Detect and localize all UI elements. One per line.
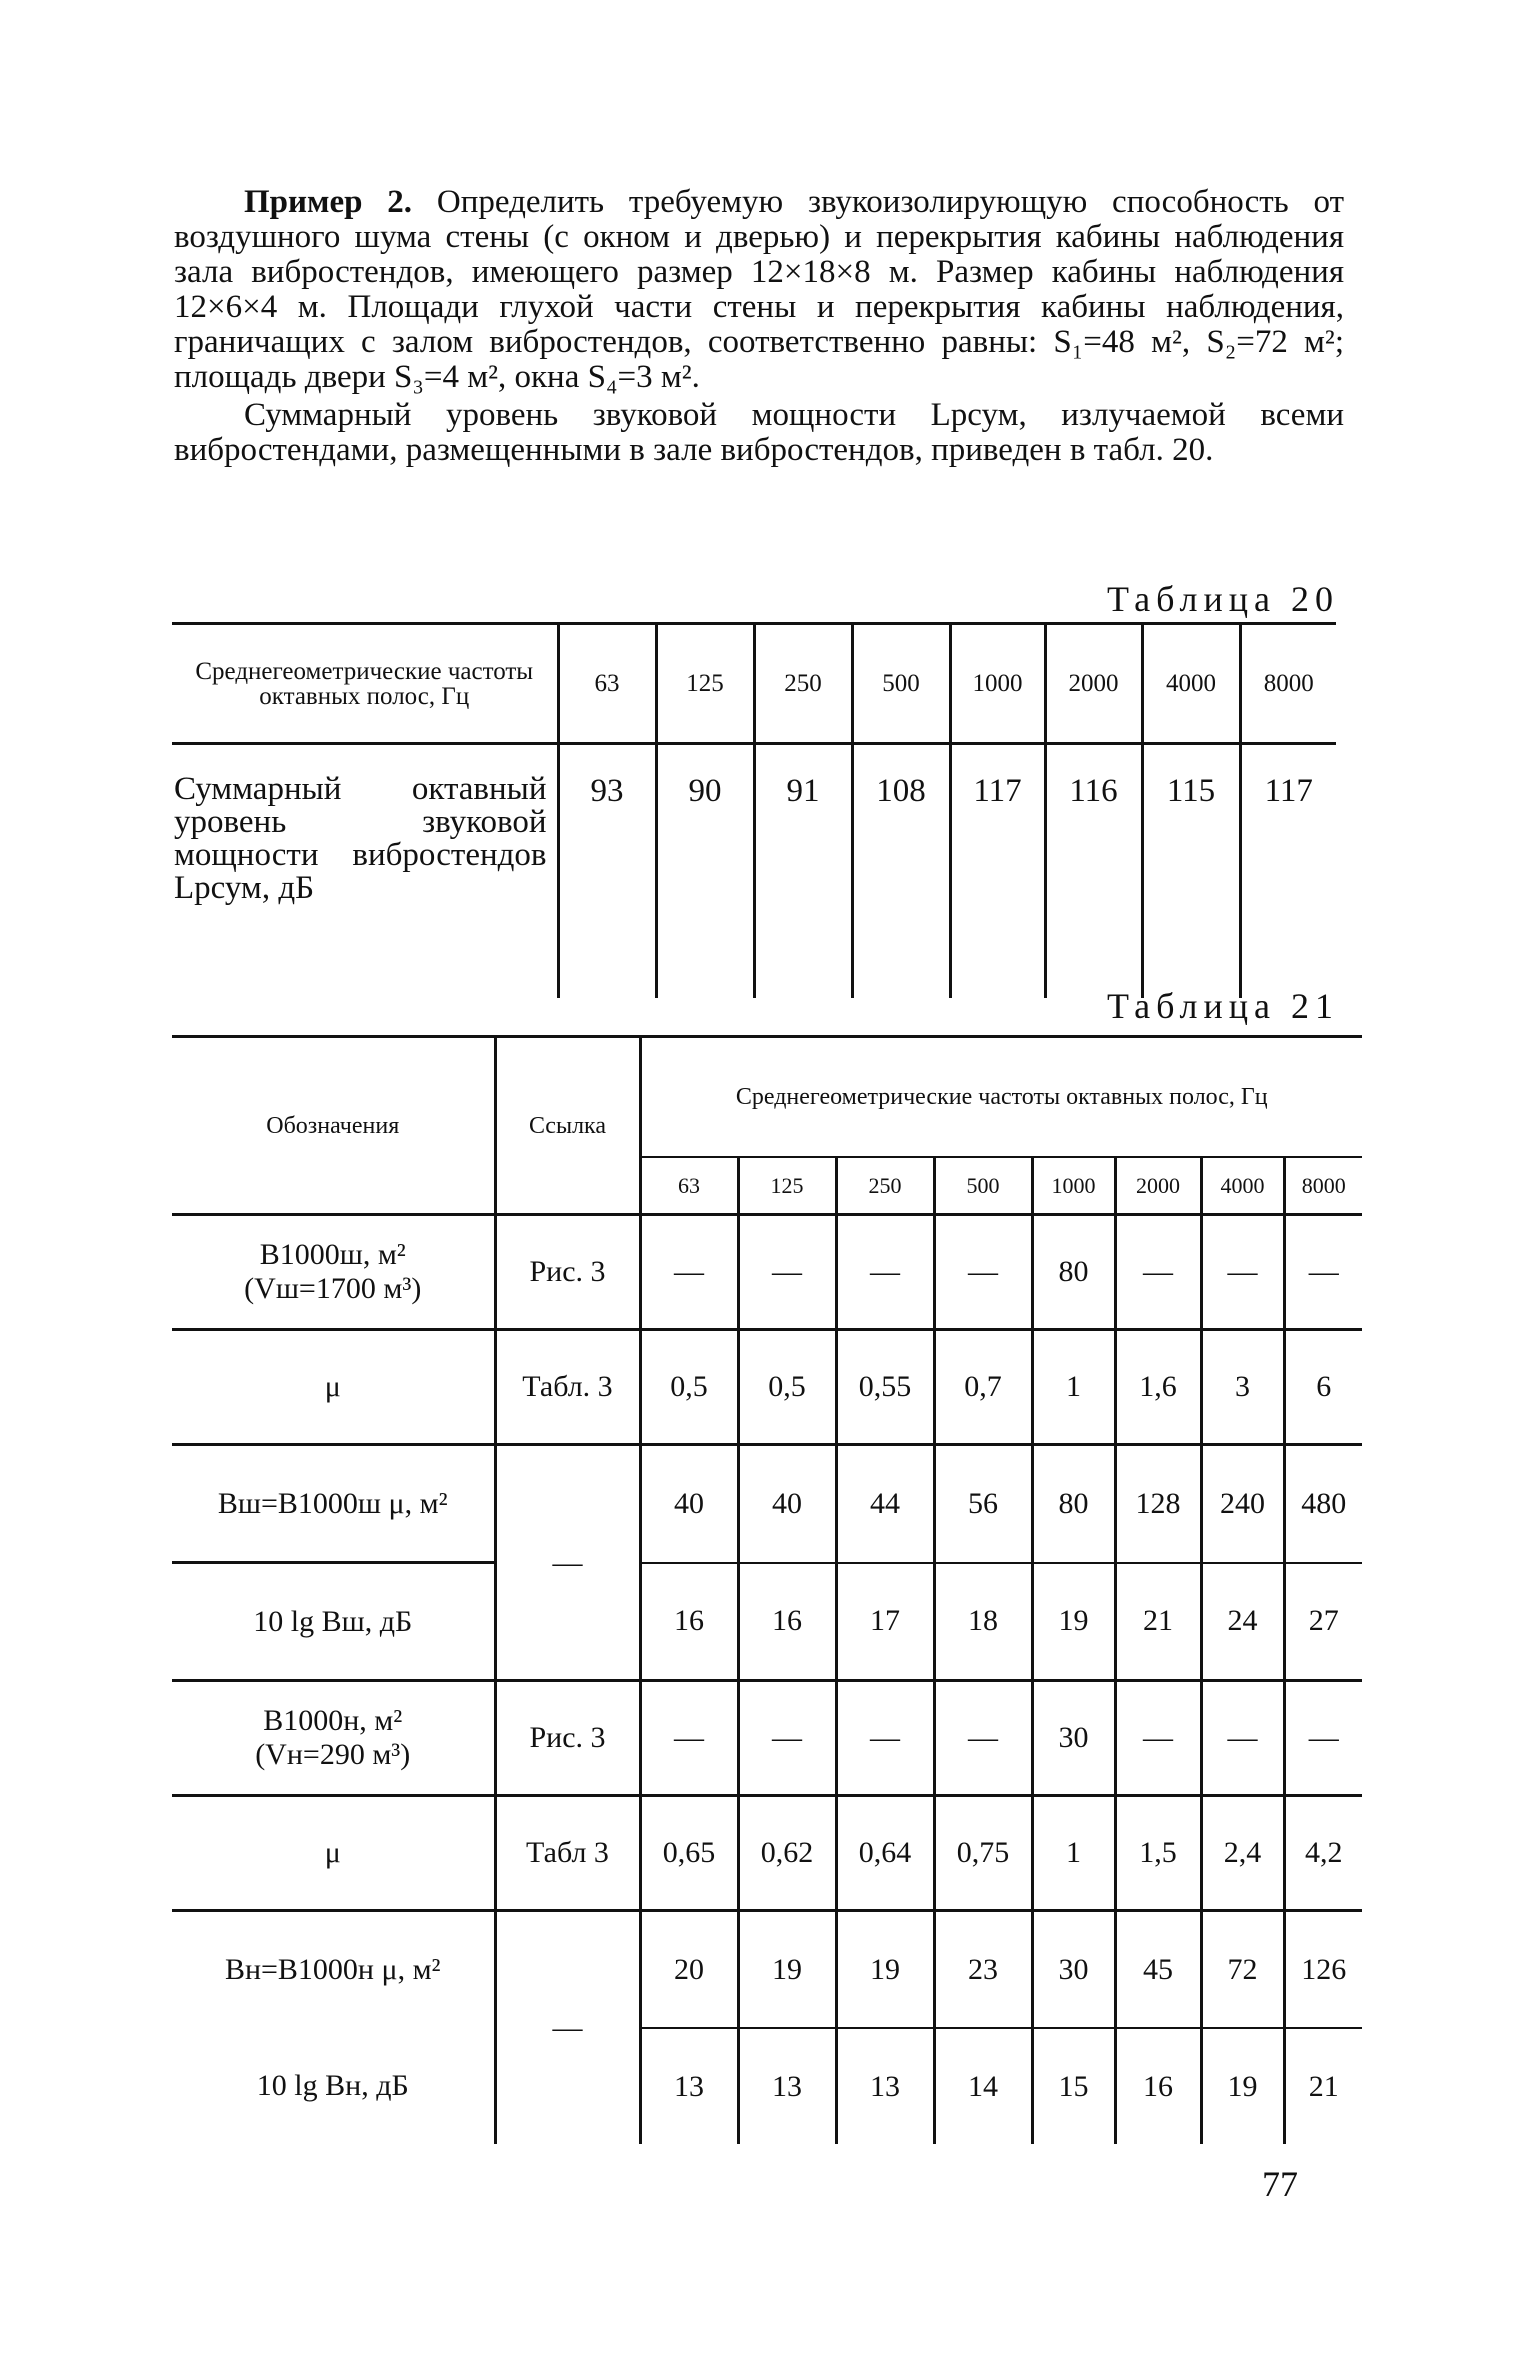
- cell: 0,5: [640, 1330, 738, 1445]
- table20-freq-8000: 8000: [1240, 624, 1336, 744]
- table21-freq: 4000: [1201, 1157, 1284, 1215]
- table21-caption: Таблица 21: [1107, 986, 1339, 1026]
- cell: 2,4: [1201, 1796, 1284, 1911]
- table21-freq: 1000: [1032, 1157, 1115, 1215]
- cell: 19: [1201, 2028, 1284, 2144]
- cell: —: [1284, 1215, 1362, 1330]
- cell: —: [1201, 1215, 1284, 1330]
- cell: 56: [934, 1445, 1032, 1563]
- cell: —: [934, 1215, 1032, 1330]
- cell: —: [934, 1681, 1032, 1796]
- cell: —: [1284, 1681, 1362, 1796]
- cell: 19: [1032, 1563, 1115, 1681]
- cell: 1: [1032, 1330, 1115, 1445]
- cell: 13: [836, 2028, 934, 2144]
- row-reference: Рис. 3: [495, 1215, 640, 1330]
- row-label-line2: (Vн=290 м³): [255, 1738, 411, 1771]
- cell: —: [640, 1215, 738, 1330]
- cell: 19: [836, 1911, 934, 2029]
- cell: 0,55: [836, 1330, 934, 1445]
- paragraph-example: [174, 185, 1344, 395]
- table-20: [172, 622, 1336, 998]
- row-label: μ: [172, 1796, 495, 1911]
- cell: 13: [640, 2028, 738, 2144]
- row-reference: Табл 3: [495, 1796, 640, 1911]
- table20-value: 116: [1045, 744, 1142, 999]
- cell: 21: [1115, 1563, 1201, 1681]
- row-label: Bш=B1000ш μ, м²: [172, 1445, 495, 1563]
- cell: 0,65: [640, 1796, 738, 1911]
- cell: 20: [640, 1911, 738, 2029]
- cell: 126: [1284, 1911, 1362, 2029]
- cell: 13: [738, 2028, 836, 2144]
- cell: 80: [1032, 1445, 1115, 1563]
- table-row: [172, 1911, 1362, 2029]
- table20-value: 117: [1240, 744, 1336, 999]
- page-number: 77: [1262, 2164, 1298, 2204]
- cell: 240: [1201, 1445, 1284, 1563]
- table21-freq: 250: [836, 1157, 934, 1215]
- row-label-line1: B1000н, м²: [263, 1704, 403, 1737]
- cell: —: [738, 1681, 836, 1796]
- table20-freq-63: 63: [558, 624, 656, 744]
- cell: —: [1115, 1681, 1201, 1796]
- row-reference: Табл. 3: [495, 1330, 640, 1445]
- table-row: [172, 1445, 1362, 1563]
- row-label: Bн=B1000н μ, м²: [224, 1953, 441, 1986]
- table20-row-label: Суммарный октавный уровень звуковой мощности вибростендов Lpсум, дБ: [174, 771, 547, 906]
- cell: 40: [640, 1445, 738, 1563]
- table21-freq: 125: [738, 1157, 836, 1215]
- cell: 0,64: [836, 1796, 934, 1911]
- table-row: [172, 1215, 1362, 1330]
- cell: 21: [1284, 2028, 1362, 2144]
- table21-col-designation: Обозначения: [172, 1037, 495, 1215]
- cell: —: [836, 1681, 934, 1796]
- table20-header-label: Среднегеометрические частоты октавных полос, Гц: [172, 624, 558, 744]
- table21-freq: 2000: [1115, 1157, 1201, 1215]
- table20-data-row: [172, 744, 1336, 999]
- cell: 27: [1284, 1563, 1362, 1681]
- example-body: Определить требуемую звукоизолирующую способность от воздушного шума стены (с окном и дверью) и перекрытия кабины наблюдения зала вибростендов, имеющего размер 12×18×8 м. Размер кабины наблюдения 12×6×4 м. Площади глухой части стены и перекрытия кабины наблюдения, граничащих с залом вибростендов, соответственно равны: S₁=48 м², S₂=72 м²; площадь двери S₃=4 м², окна S₄=3 м².: [174, 184, 1345, 395]
- cell: 14: [934, 2028, 1032, 2144]
- cell: 0,7: [934, 1330, 1032, 1445]
- cell: 80: [1032, 1215, 1115, 1330]
- cell: 128: [1115, 1445, 1201, 1563]
- cell: 1,6: [1115, 1330, 1201, 1445]
- cell: 30: [1032, 1911, 1115, 2029]
- row-label: 10 lg Bн, дБ: [256, 2069, 409, 2102]
- row-label: 10 lg Bш, дБ: [172, 1563, 495, 1681]
- table20-freq-2000: 2000: [1045, 624, 1142, 744]
- table20-freq-4000: 4000: [1142, 624, 1240, 744]
- cell: 3: [1201, 1330, 1284, 1445]
- table20-freq-250: 250: [754, 624, 852, 744]
- cell: 1: [1032, 1796, 1115, 1911]
- table21-freq: 500: [934, 1157, 1032, 1215]
- table20-value: 90: [656, 744, 754, 999]
- cell: 480: [1284, 1445, 1362, 1563]
- row-label: [172, 1681, 495, 1796]
- table-21: [172, 1035, 1362, 2144]
- cell: 15: [1032, 2028, 1115, 2144]
- cell: 72: [1201, 1911, 1284, 2029]
- cell: 17: [836, 1563, 934, 1681]
- cell: 30: [1032, 1681, 1115, 1796]
- table-row: [172, 1563, 1362, 1681]
- cell: 44: [836, 1445, 934, 1563]
- table21-freq: 8000: [1284, 1157, 1362, 1215]
- table-row: [172, 1681, 1362, 1796]
- row-label: [172, 1215, 495, 1330]
- cell: 0,5: [738, 1330, 836, 1445]
- table20-value: 108: [852, 744, 950, 999]
- cell: 18: [934, 1563, 1032, 1681]
- table20-value: 93: [558, 744, 656, 999]
- row-reference: —: [495, 1911, 640, 2145]
- cell: 1,5: [1115, 1796, 1201, 1911]
- cell: —: [836, 1215, 934, 1330]
- cell: 16: [1115, 2028, 1201, 2144]
- table20-value: 91: [754, 744, 852, 999]
- row-label-line2: (Vш=1700 м³): [244, 1272, 422, 1305]
- table21-col-reference: Ссылка: [495, 1037, 640, 1215]
- table21-header-row: [172, 1037, 1362, 1158]
- row-reference: Рис. 3: [495, 1681, 640, 1796]
- table21-freq: 63: [640, 1157, 738, 1215]
- example-lead: Пример 2.: [244, 184, 413, 220]
- cell: —: [1201, 1681, 1284, 1796]
- table20-value: 117: [950, 744, 1045, 999]
- table-row: [172, 2028, 1362, 2144]
- cell: 6: [1284, 1330, 1362, 1445]
- cell: 45: [1115, 1911, 1201, 2029]
- table20-header-row: [172, 624, 1336, 744]
- cell: 0,75: [934, 1796, 1032, 1911]
- cell: 16: [640, 1563, 738, 1681]
- cell: —: [1115, 1215, 1201, 1330]
- intro-text: [174, 185, 1344, 468]
- paragraph-sum-level: Суммарный уровень звуковой мощности Lpсум, излучаемой всеми вибростендами, размещенными в зале вибростендов, приведен в табл. 20.: [174, 397, 1344, 468]
- table20-freq-1000: 1000: [950, 624, 1045, 744]
- table-row: [172, 1796, 1362, 1911]
- cell: 24: [1201, 1563, 1284, 1681]
- table20-freq-125: 125: [656, 624, 754, 744]
- cell: 19: [738, 1911, 836, 2029]
- cell: 0,62: [738, 1796, 836, 1911]
- cell: —: [738, 1215, 836, 1330]
- cell: 4,2: [1284, 1796, 1362, 1911]
- table20-caption: Таблица 20: [1107, 579, 1339, 619]
- cell: —: [640, 1681, 738, 1796]
- table21-col-freq-group: Среднегеометрические частоты октавных полос, Гц: [640, 1037, 1362, 1158]
- cell: 16: [738, 1563, 836, 1681]
- row-label-line1: B1000ш, м²: [259, 1238, 406, 1271]
- cell: 40: [738, 1445, 836, 1563]
- cell: 23: [934, 1911, 1032, 2029]
- table20-value: 115: [1142, 744, 1240, 999]
- table20-freq-500: 500: [852, 624, 950, 744]
- table-row: [172, 1330, 1362, 1445]
- row-label: μ: [172, 1330, 495, 1445]
- row-reference: —: [495, 1445, 640, 1681]
